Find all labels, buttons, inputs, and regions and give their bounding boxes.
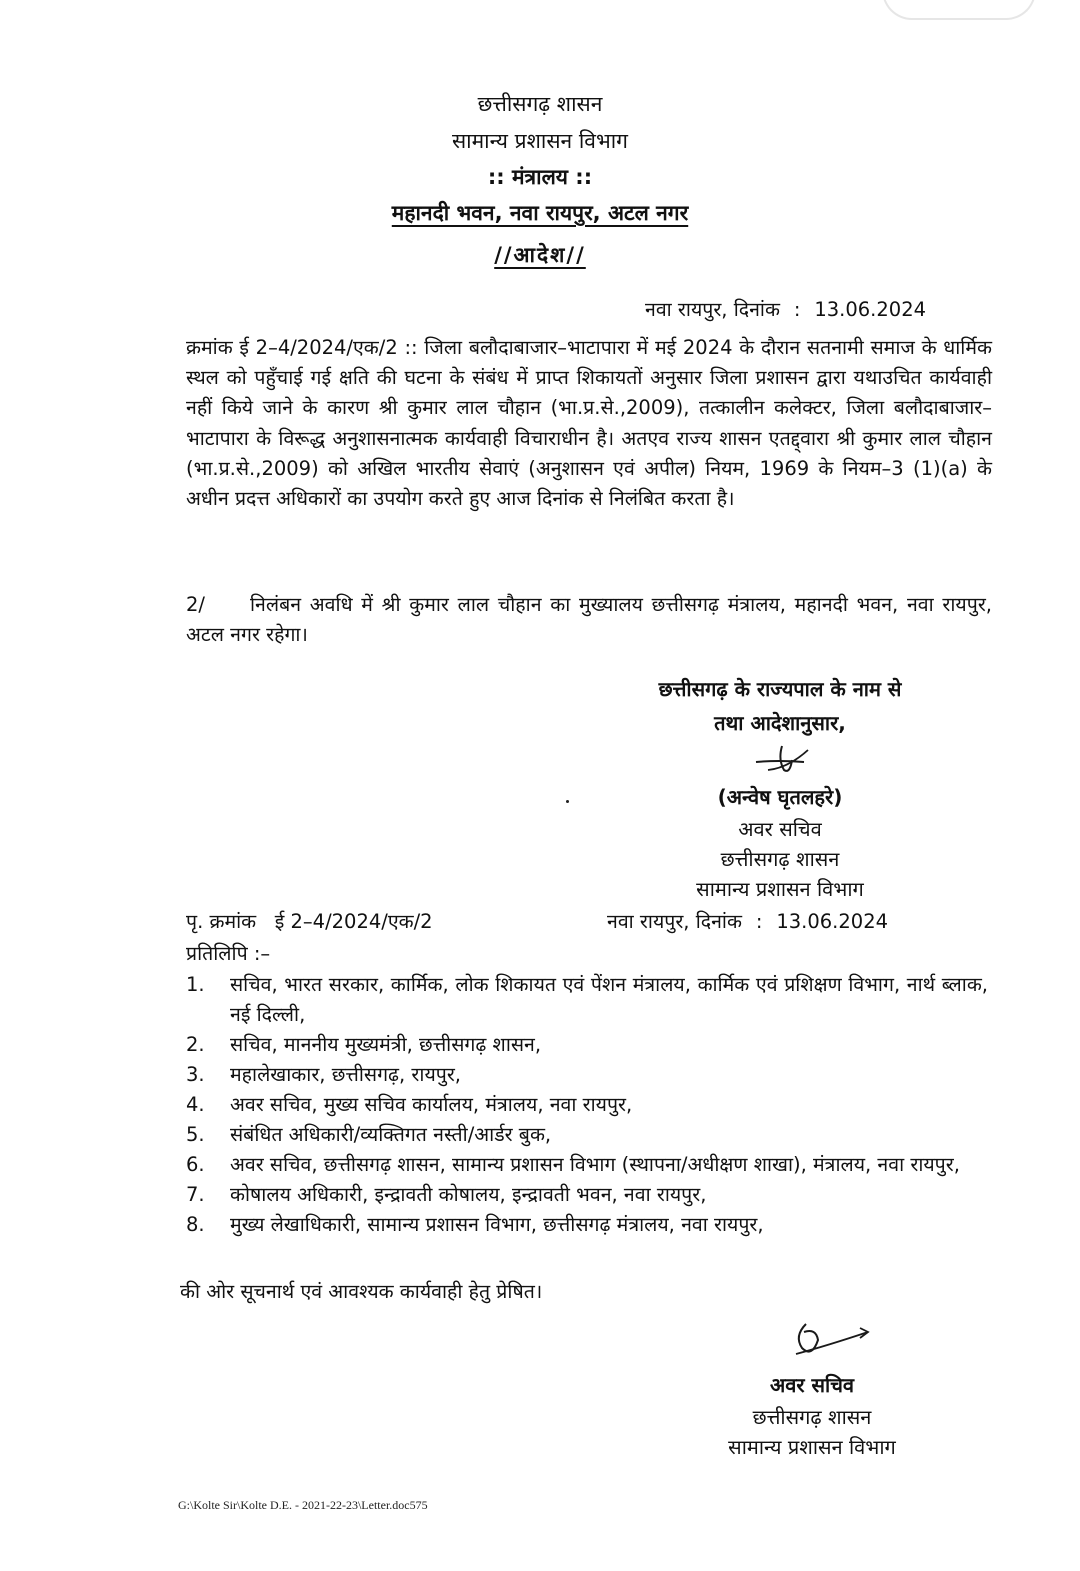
copy-list-text: कोषालय अधिकारी, इन्द्रावती कोषालय, इन्द्रावती भवन, नवा रायपुर,	[230, 1183, 707, 1206]
copy-list-text: सचिव, माननीय मुख्यमंत्री, छत्तीसगढ़ शासन,	[230, 1033, 542, 1056]
date-place-label: नवा रायपुर, दिनांक	[645, 298, 780, 321]
paragraph-2-number: 2/	[186, 593, 205, 616]
copy-list-item	[186, 1150, 988, 1180]
copy-list-number: 4.	[186, 1093, 205, 1116]
endorsement-date-line	[607, 907, 888, 934]
copy-list-number: 7.	[186, 1183, 205, 1206]
copy-list-text: अवर सचिव, छत्तीसगढ़ शासन, सामान्य प्रशासन विभाग (स्थापना/अधीक्षण शाखा), मंत्रालय, नवा रायपुर,	[230, 1153, 960, 1176]
copy-list-text: अवर सचिव, मुख्य सचिव कार्यालय, मंत्रालय, नवा रायपुर,	[230, 1093, 633, 1116]
copy-list-item	[186, 1090, 988, 1120]
authority-line-2: तथा आदेशानुसार,	[714, 711, 846, 735]
copy-list-item	[186, 970, 988, 1030]
copy-list	[186, 970, 988, 1240]
endorsement-place-label: नवा रायपुर, दिनांक	[607, 910, 742, 933]
copy-list-item	[186, 1120, 988, 1150]
ink-dot	[566, 800, 569, 803]
signature-mark-1	[748, 740, 828, 780]
endorsement-date: 13.06.2024	[776, 910, 889, 933]
copy-list-number: 8.	[186, 1213, 205, 1236]
copy-list-number: 2.	[186, 1033, 205, 1056]
signatory-designation: अवर सचिव	[738, 817, 822, 841]
endorsement-ref-number: ई 2–4/2024/एक/2	[274, 910, 433, 933]
paragraph-2-text: निलंबन अवधि में श्री कुमार लाल चौहान का मुख्यालय छत्तीसगढ़ मंत्रालय, महानदी भवन, नवा रायपुर, अटल नगर रहेगा।	[186, 593, 992, 647]
signatory-department: सामान्य प्रशासन विभाग	[696, 877, 864, 901]
endorsement-separator: :	[755, 910, 763, 933]
signature-mark-2	[776, 1318, 876, 1364]
ministry-heading: :: मंत्रालय ::	[487, 165, 593, 189]
copy-list-number: 5.	[186, 1123, 205, 1146]
copy-list-number: 3.	[186, 1063, 205, 1086]
order-paragraph-2	[186, 590, 992, 650]
signatory-name: (अन्वेष घृतलहरे)	[717, 785, 843, 809]
signatory-government: छत्तीसगढ़ शासन	[720, 847, 840, 871]
government-heading: छत्तीसगढ़ शासन	[477, 92, 603, 116]
copy-list-text: महालेखाकार, छत्तीसगढ़, रायपुर,	[230, 1063, 462, 1086]
copy-list-item	[186, 1060, 988, 1090]
copy-to-label: प्रतिलिपि :–	[186, 942, 271, 965]
copy-list-text: संबंधित अधिकारी/व्यक्तिगत नस्ती/आर्डर बुक,	[230, 1123, 552, 1146]
date-line	[645, 295, 926, 322]
signatory-2-designation: अवर सचिव	[769, 1373, 855, 1397]
order-title: //आदेश//	[494, 243, 586, 267]
file-path-footer: G:\Kolte Sir\Kolte D.E. - 2021-22-23\Letter.doc575	[178, 1498, 428, 1512]
signatory-2-department: सामान्य प्रशासन विभाग	[728, 1435, 896, 1459]
date-separator: :	[793, 298, 801, 321]
endorsement-reference	[186, 907, 433, 934]
authority-line-1: छत्तीसगढ़ के राज्यपाल के नाम से	[658, 677, 902, 701]
address-heading: महानदी भवन, नवा रायपुर, अटल नगर	[391, 201, 689, 225]
order-paragraph-1: क्रमांक ई 2–4/2024/एक/2 :: जिला बलौदाबाजार–भाटापारा में मई 2024 के दौरान सतनामी समाज के धार्मिक स्थल को पहुँचाई गई क्षति की घटना के संबंध में प्राप्त शिकायतों अनुसार जिला प्रशासन द्वारा यथाउचित कार्यवाही नहीं किये जाने के कारण श्री कुमार लाल चौहान (भा.प्र.से.,2009), तत्कालीन कलेक्टर, जिला बलौदाबाजार–भाटापारा के विरूद्ध अनुशासनात्मक कार्यवाही विचाराधीन है। अतएव राज्य शासन एतद्द्वारा श्री कुमार लाल चौहान (भा.प्र.से.,2009) को अखिल भारतीय सेवाएं (अनुशासन एवं अपील) नियम, 1969 के नियम–3 (1)(a) के अधीन प्रदत्त अधिकारों का उपयोग करते हुए आज दिनांक से निलंबित करता है।	[186, 336, 992, 511]
department-heading: सामान्य प्रशासन विभाग	[451, 129, 629, 153]
copy-list-number: 6.	[186, 1153, 205, 1176]
copy-list-text: सचिव, भारत सरकार, कार्मिक, लोक शिकायत एवं पेंशन मंत्रालय, कार्मिक एवं प्रशिक्षण विभाग, नार्थ ब्लाक, नई दिल्ली,	[230, 973, 988, 1026]
copy-list-number: 1.	[186, 973, 205, 996]
copy-list-item	[186, 1180, 988, 1210]
order-date: 13.06.2024	[814, 298, 927, 321]
corner-artifact	[882, 0, 1036, 20]
signatory-2-government: छत्तीसगढ़ शासन	[752, 1405, 872, 1429]
copy-list-text: मुख्य लेखाधिकारी, सामान्य प्रशासन विभाग, छत्तीसगढ़ मंत्रालय, नवा रायपुर,	[230, 1213, 764, 1236]
copy-list-item	[186, 1210, 988, 1240]
copy-list-item	[186, 1030, 988, 1060]
endorsement-ref-label: पृ. क्रमांक	[186, 910, 257, 933]
closing-line: की ओर सूचनार्थ एवं आवश्यक कार्यवाही हेतु प्रेषित।	[180, 1280, 543, 1303]
